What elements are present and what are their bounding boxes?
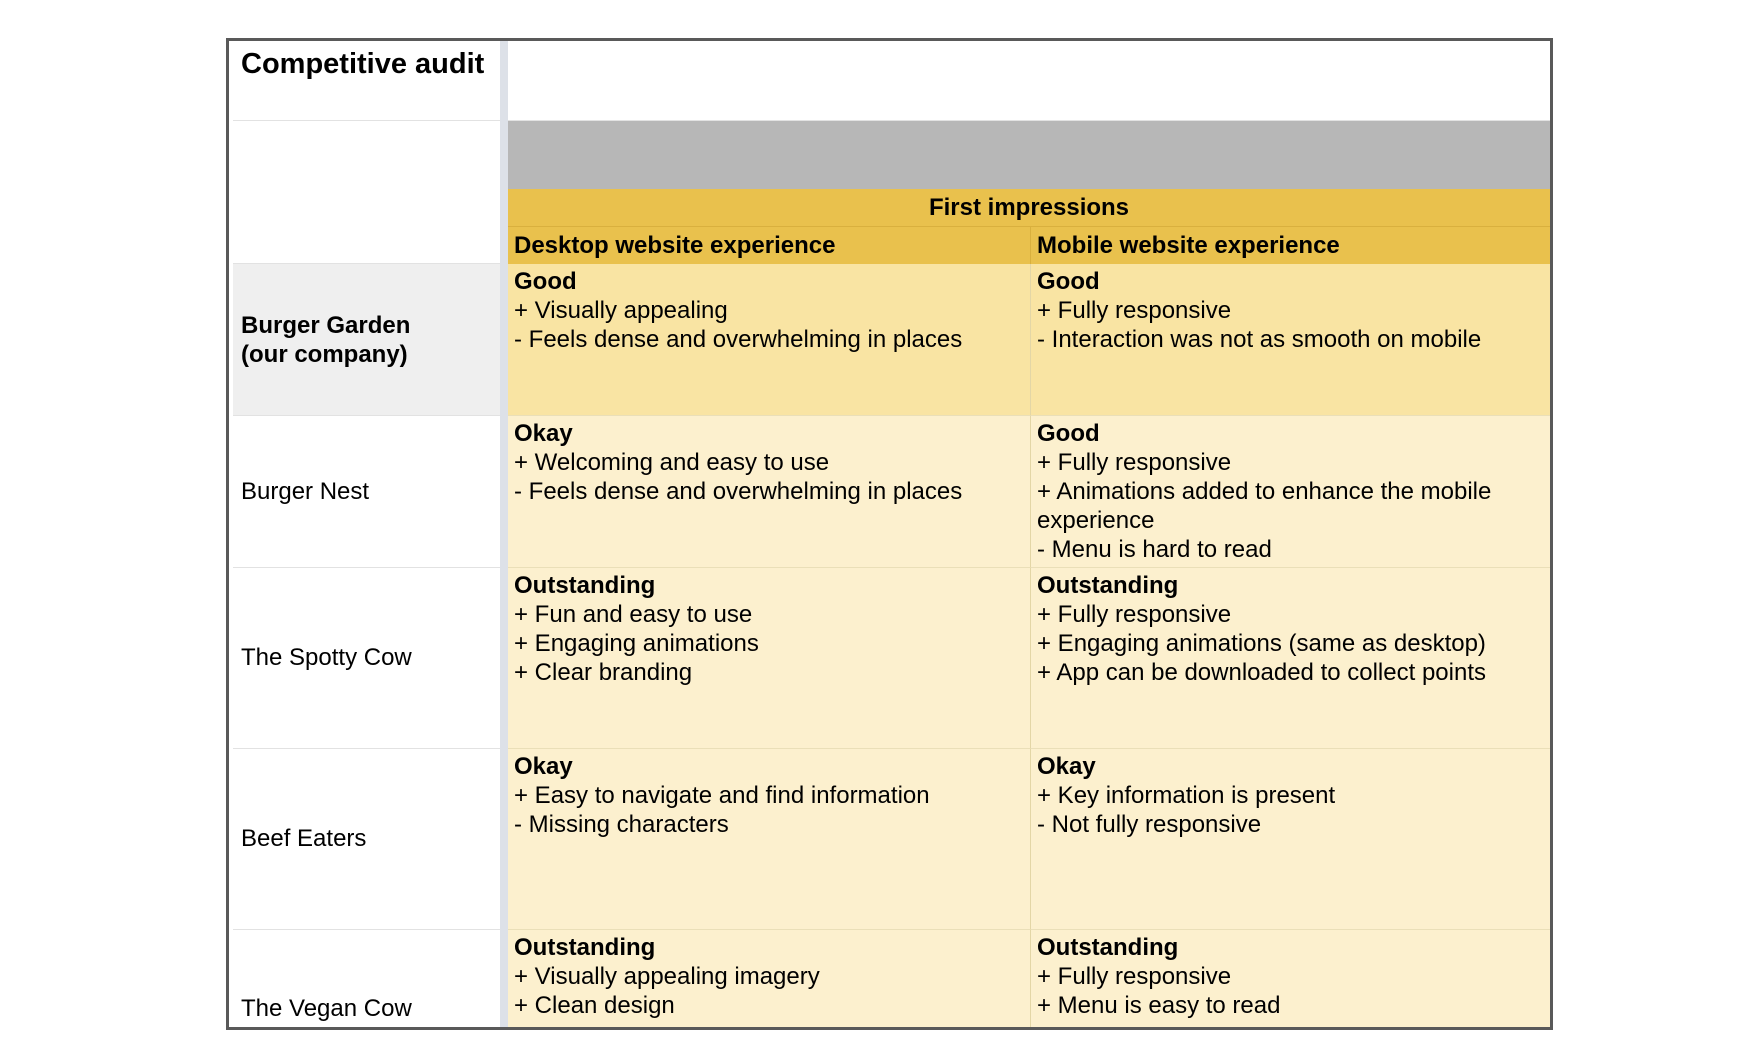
cell-burger-garden-mobile[interactable] xyxy=(1031,264,1550,416)
cell-burger-nest-desktop[interactable] xyxy=(508,416,1031,568)
impressions-column xyxy=(508,41,1550,1027)
note: - Interaction was not as smooth on mobile xyxy=(1037,326,1482,353)
competitor-name-burger-nest[interactable]: Burger Nest xyxy=(233,416,500,568)
note: + Clear branding xyxy=(514,659,693,686)
note: + Engaging animations (same as desktop) xyxy=(1037,630,1486,657)
rating: Good xyxy=(1037,420,1100,447)
section-header[interactable]: First impressions xyxy=(508,189,1550,227)
note: - Missing characters xyxy=(514,811,729,838)
blank-cell xyxy=(233,121,500,264)
cell-burger-nest-mobile[interactable] xyxy=(1031,416,1550,568)
audit-table xyxy=(226,38,1553,1030)
note: + Fully responsive xyxy=(1037,963,1232,990)
cell-spotty-cow-mobile[interactable] xyxy=(1031,568,1550,749)
note: + Welcoming and easy to use xyxy=(514,449,830,476)
column-separator xyxy=(500,41,508,1027)
rating: Good xyxy=(514,268,577,295)
rating: Good xyxy=(1037,268,1100,295)
note: + Engaging animations xyxy=(514,630,759,657)
competitor-name-spotty-cow[interactable]: The Spotty Cow xyxy=(233,568,500,749)
note: + Easy to navigate and find information xyxy=(514,782,930,809)
cell-beef-eaters-mobile[interactable] xyxy=(1031,749,1550,930)
note: + Visually appealing xyxy=(514,297,728,324)
column-header-desktop[interactable]: Desktop website experience xyxy=(508,227,1031,264)
competitor-column xyxy=(233,41,500,1027)
note: + Visually appealing imagery xyxy=(514,963,820,990)
competitor-name-burger-garden[interactable]: Burger Garden (our company) xyxy=(233,264,500,416)
note: + Animations added to enhance the mobile experience xyxy=(1037,478,1492,534)
note: + Menu is easy to read xyxy=(1037,992,1281,1019)
cell-vegan-cow-desktop[interactable] xyxy=(508,930,1031,1030)
rating: Okay xyxy=(1037,753,1096,780)
column-header-mobile[interactable]: Mobile website experience xyxy=(1031,227,1550,264)
rating: Outstanding xyxy=(514,934,656,961)
note: + Fun and easy to use xyxy=(514,601,753,628)
note: - Menu is hard to read xyxy=(1037,536,1272,563)
cell-burger-garden-desktop[interactable] xyxy=(508,264,1031,416)
rating: Okay xyxy=(514,420,573,447)
cell-spotty-cow-desktop[interactable] xyxy=(508,568,1031,749)
note: + Clean design xyxy=(514,992,675,1019)
audit-table-inner xyxy=(233,41,1550,1027)
rating: Outstanding xyxy=(1037,572,1179,599)
cell-vegan-cow-mobile[interactable] xyxy=(1031,930,1550,1030)
note: - Not fully responsive xyxy=(1037,811,1262,838)
blank-header xyxy=(508,41,1550,121)
note: + Key information is present xyxy=(1037,782,1336,809)
note: + Fully responsive xyxy=(1037,297,1232,324)
rating: Okay xyxy=(514,753,573,780)
note: - Feels dense and overwhelming in places xyxy=(514,326,963,353)
rating: Outstanding xyxy=(514,572,656,599)
note: + Fully responsive xyxy=(1037,449,1232,476)
gray-band xyxy=(508,121,1550,189)
rating: Outstanding xyxy=(1037,934,1179,961)
competitor-name-beef-eaters[interactable]: Beef Eaters xyxy=(233,749,500,930)
cell-beef-eaters-desktop[interactable] xyxy=(508,749,1031,930)
note: - Feels dense and overwhelming in places xyxy=(514,478,963,505)
note: + Fully responsive xyxy=(1037,601,1232,628)
table-title: Competitive audit xyxy=(233,41,500,121)
competitor-name-vegan-cow[interactable]: The Vegan Cow xyxy=(241,995,412,1022)
note: + App can be downloaded to collect points xyxy=(1037,659,1486,686)
